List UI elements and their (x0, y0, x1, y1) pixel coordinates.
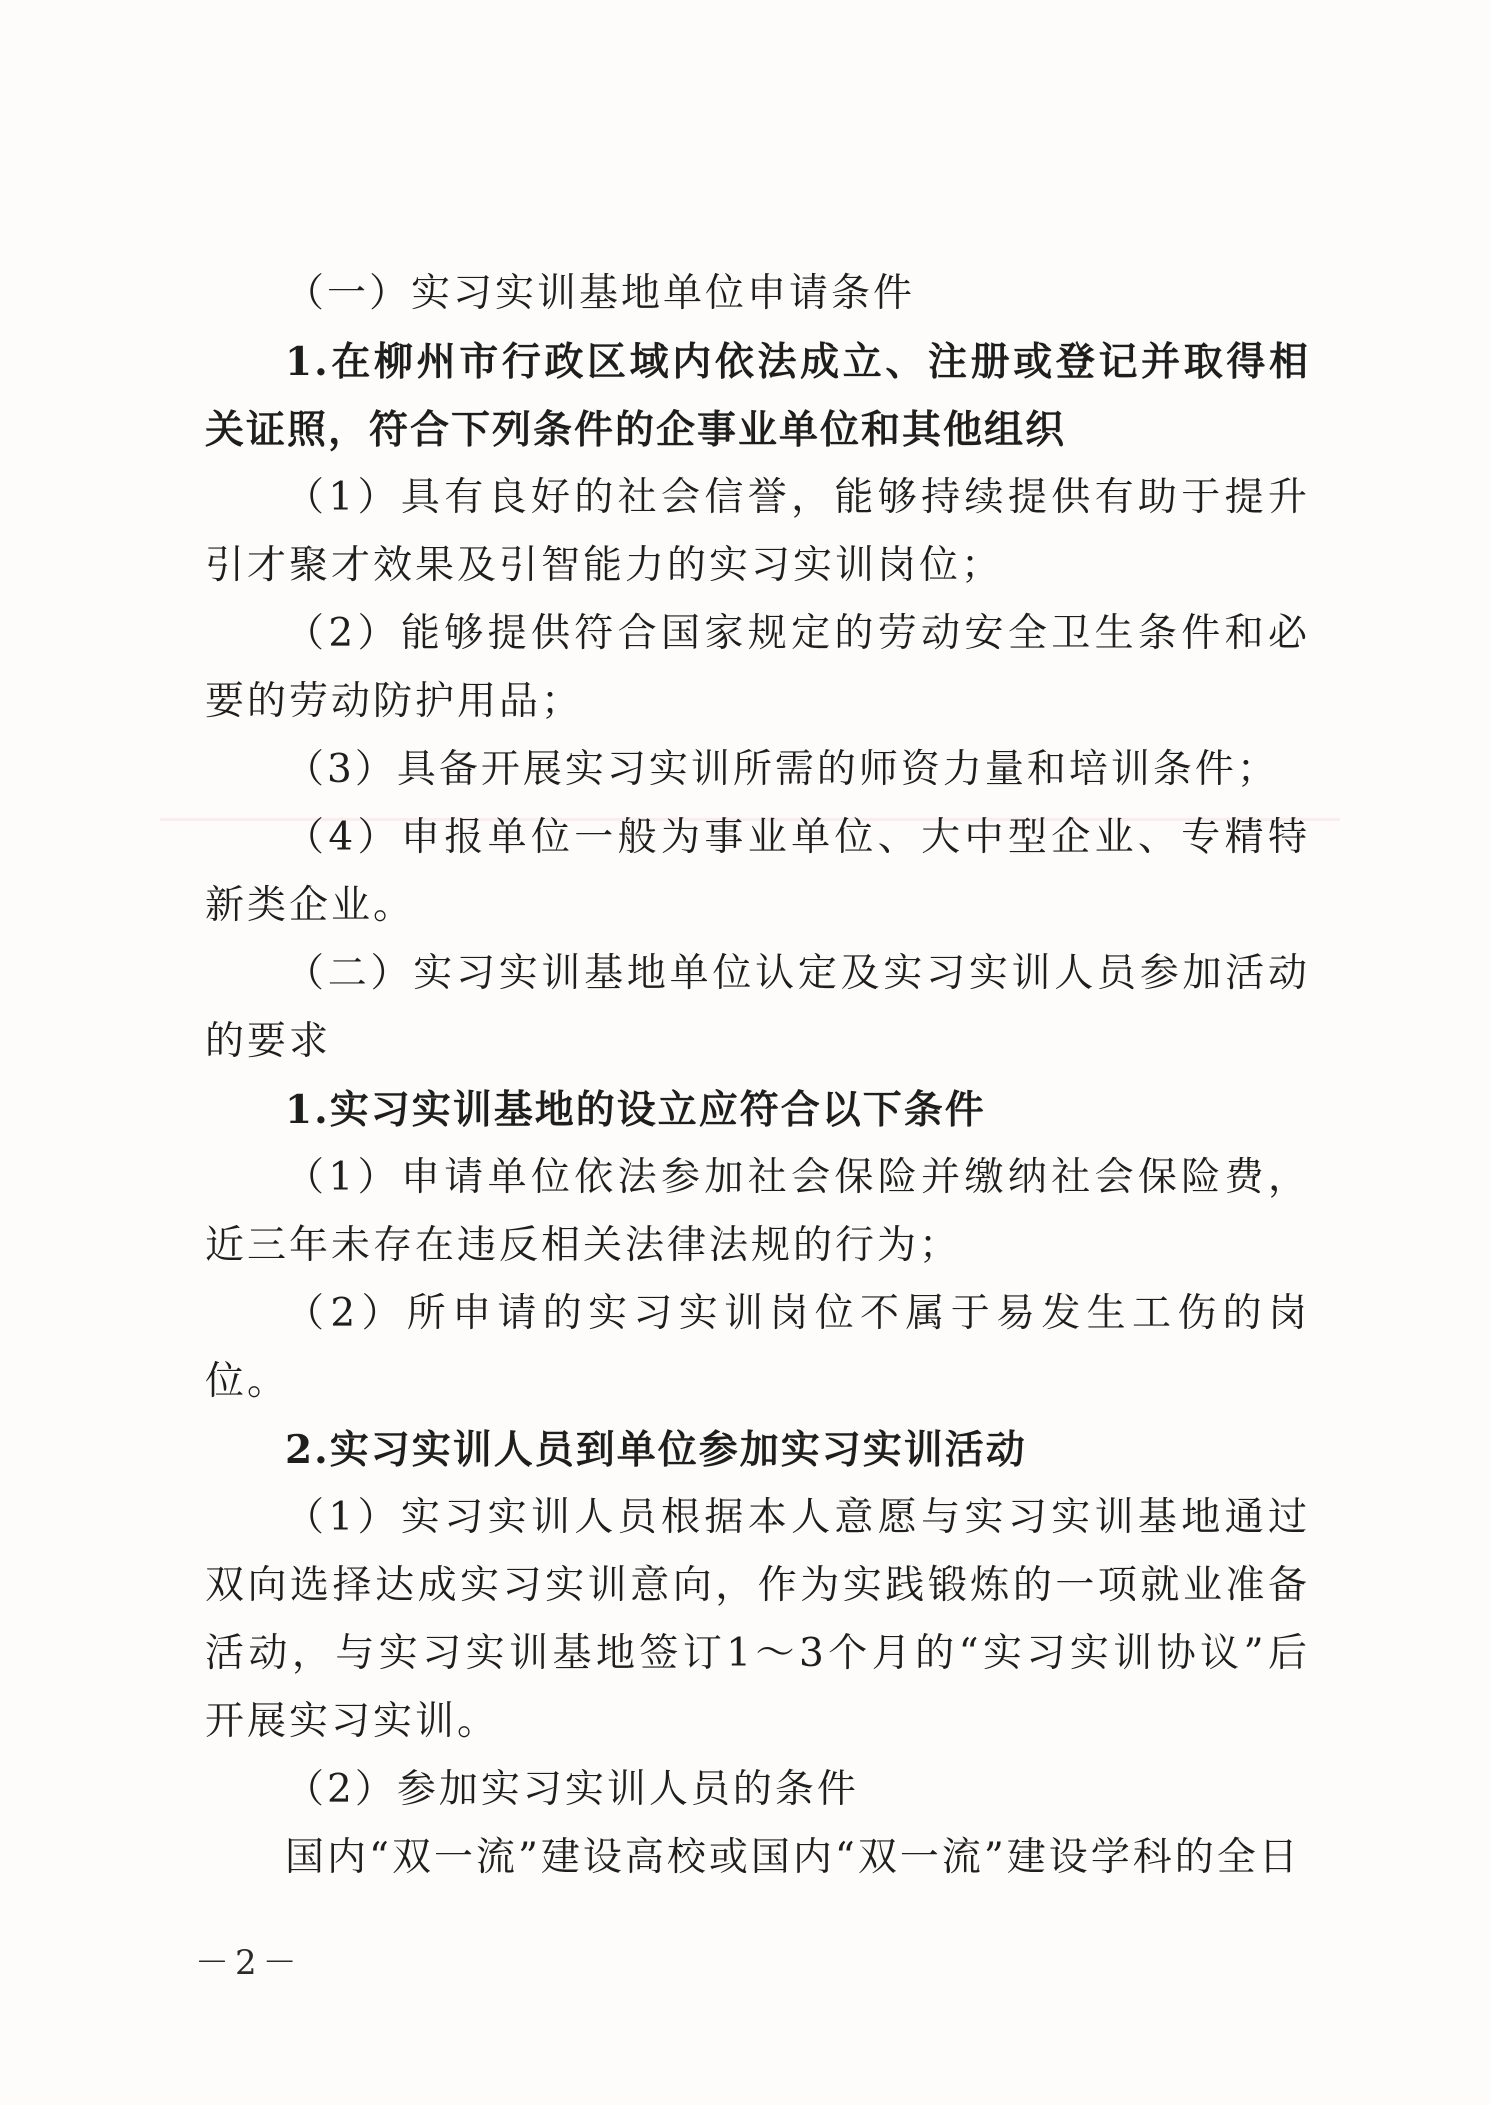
requirement-item-2: （2）所申请的实习实训岗位不属于易发生工伤的岗位。 (205, 1291, 1310, 1404)
subheading-2-1: 1.实习实训基地的设立应符合以下条件 (285, 1087, 986, 1133)
subheading-1-1: 1.在柳州市行政区域内依法成立、注册或登记并取得相关证照，符合下列条件的企事业单位和其他组织 (205, 339, 1310, 453)
requirement-item-1: （1）申请单位依法参加社会保险并缴纳社会保险费，近三年未存在违反相关法律法规的行为； (205, 1155, 1310, 1268)
condition-item-3: （3）具备开展实习实训所需的师资力量和培训条件； (285, 747, 1279, 792)
activity-item-2: （2）参加实习实训人员的条件 (285, 1767, 859, 1812)
document-body (205, 260, 1310, 1892)
condition-item-2: （2）能够提供符合国家规定的劳动安全卫生条件和必要的劳动防护用品； (205, 611, 1310, 724)
condition-item-1: （1）具有良好的社会信誉，能够持续提供有助于提升引才聚才效果及引智能力的实习实训岗位； (205, 475, 1310, 588)
activity-item-1: （1）实习实训人员根据本人意愿与实习实训基地通过双向选择达成实习实训意向，作为实践锻炼的一项就业准备活动，与实习实训基地签订1～3个月的“实习实训协议”后开展实习实训。 (205, 1495, 1310, 1744)
section-heading-2: （二）实习实训基地单位认定及实习实训人员参加活动的要求 (205, 951, 1310, 1064)
page-number: －2－ (195, 1943, 303, 1983)
eligibility-text: 国内“双一流”建设高校或国内“双一流”建设学科的全日 (285, 1835, 1301, 1880)
section-heading-1: （一）实习实训基地单位申请条件 (285, 271, 916, 316)
subheading-2-2: 2.实习实训人员到单位参加实习实训活动 (285, 1427, 1027, 1473)
condition-item-4: （4）申报单位一般为事业单位、大中型企业、专精特新类企业。 (205, 815, 1310, 928)
